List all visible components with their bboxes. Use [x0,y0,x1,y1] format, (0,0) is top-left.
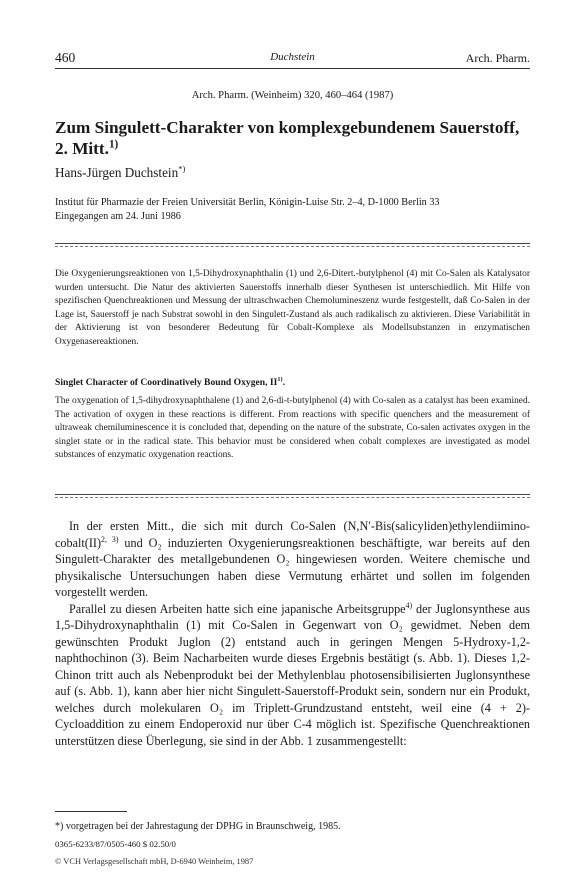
affiliation-block [55,196,530,224]
title-text: Zum Singulett-Charakter von komplexgebundenem Sauerstoff, 2. Mitt. [55,118,520,158]
affiliation: Institut für Pharmazie der Freien Universität Berlin, Königin-Luise Str. 2–4, D-1000 Berlin 33 [55,197,440,208]
issn-line: 0365-6233/87/0505-460 $ 02.50/0 [55,839,176,849]
abstract-english: The oxygenation of 1,5-dihydroxynaphthalene (1) and 2,6-di-t-butylphenol (4) with Co-salen as a catalyst has been examined. The activation of oxygen in these reactions is different. From reactions with specific quenchers and the measurement of ultraweak chemiluminescence it is concluded that, depending on the nature of the substrate, Co-salen activates oxygen in the singlet state or in the radical state. This behavior must be considered when cobalt complexes are investigated as model substances of enzymatic oxygenation reactions. [55,396,530,460]
title-footnote-ref: 1) [108,138,119,151]
abstract-english-title-ref: 1) [277,375,283,383]
abstract-bottom-rule-dashed [55,497,530,498]
citation-line: Arch. Pharm. (Weinheim) 320, 460–464 (1987) [191,90,394,101]
body-paragraph-1 [55,518,530,601]
running-head [55,50,530,66]
header-rule [55,68,530,69]
body-p1-part-b: und O₂ induzierten Oxygenierungsreaktionen beschäftigte, war bereits auf den Singulett-Charakter des metallgebundenen O₂ hingewiesen worden. Weitere chemische und physikalische Untersuchungen haben diese Vermutung erhärtet und sollen im folgenden vorgestellt werden. [55,535,530,599]
page-number: 460 [55,50,76,65]
received-date: Eingegangen am 24. Juni 1986 [55,211,181,222]
body-text [55,518,530,749]
footnote-rule [55,811,127,812]
body-p2-part-b: der Juglonsynthese aus 1,5-Dihydroxynaphthalin (1) mit Co-Salen in Gegenwart von O₂ gewidmet. Neben dem gewünschten Produkt Juglon (2) entstand auch in geringen Mengen 5-Hydroxy-1,2-naphthochinon (3). Beim Nacharbeiten wurde dieses Ergebnis bestätigt (s. Abb. 1). Dieses 1,2-Chinon tritt auch als Nebenprodukt bei der Methylenblau photosensibilisierten Juglonsynthese auf (s. Abb. 1), kann aber hier nicht Singulett-Sauerstoff-Produkt sein, sondern nur ein Produkt, welches durch molekularen O₂ im Triplett-Grundzustand entsteht, weil eine (4 + 2)-Cycloaddition zu einem Endoperoxid nur über C-4 möglich ist. Spezifische Quenchreaktionen unterstützen diese Überlegung, sie sind in der Abb. 1 zusammengestellt: [55,601,530,748]
abstract-top-rule [55,243,530,244]
author-line [55,165,185,181]
abstract-top-rule-dashed [55,246,530,247]
abstract-german: Die Oxygenierungsreaktionen von 1,5-Dihydroxynaphthalin (1) und 2,6-Ditert.-butylphenol (4) mit Co-Salen als Katalysator wurden untersucht. Die Natur des aktivierten Sauerstoffs innerhalb dieser Synthesen ist unterschiedlich. Mit Hilfe von spezifischen Quenchreaktionen und Messung der ultraschwachen Chemolumineszenz wurde festgestellt, daß Co-Salen in der Lage ist, Sauerstoff je nach Substrat sowohl in den Singulett-Zustand als auch radikalisch zu aktivieren. Diese Variabilität in der Aktivierung ist von besonderer Bedeutung für Cobalt-Komplexe als Modellsubstanzen in enzymatischen Oxygenasereaktionen. [55,269,530,347]
body-p1-part-a: In der ersten Mitt., die sich mit durch Co-Salen (N,N′-Bis(salicyliden)ethylendiimino-cobalt(II) [55,519,530,550]
abstract-bottom-rule [55,494,530,495]
running-head-author: Duchstein [270,51,315,63]
body-paragraph-2 [55,601,530,750]
body-p2-part-a: Parallel zu diesen Arbeiten hatte sich eine japanische Arbeitsgruppe [69,601,406,616]
author-footnote-ref: *) [178,163,186,174]
abstract-english-title-text: Singlet Character of Coordinatively Bound Oxygen, II [55,377,278,388]
copyright-line: © VCH Verlagsgesellschaft mbH, D-6940 Weinheim, 1987 [55,857,254,866]
author-name: Hans-Jürgen Duchstein [55,165,179,180]
body-p1-ref: 2, 3) [101,534,119,544]
abstract-english-title: Singlet Character of Coordinatively Bound Oxygen, II$^{1)}$. [55,375,285,388]
body-p2-ref: 4) [405,600,413,610]
running-head-journal: Arch. Pharm. [465,51,530,65]
footnote: *) vorgetragen bei der Jahrestagung der DPHG in Braunschweig, 1985. [55,821,341,832]
article-title [55,117,530,159]
